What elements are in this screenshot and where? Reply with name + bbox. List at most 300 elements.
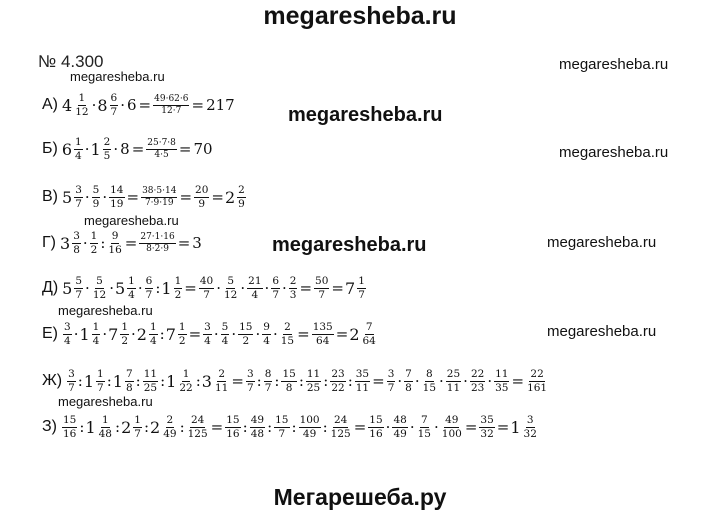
fraction [440,414,464,439]
numerator: 5 [96,275,103,288]
fraction-stack [262,321,271,346]
math-token: · [231,325,237,343]
fraction-stack [330,368,345,393]
numerator: 22 [530,368,544,381]
mixed-number [150,414,179,439]
fraction-stack [281,368,296,393]
fraction-stack [92,275,107,300]
denominator: 9 [92,197,100,210]
mixed-number [137,321,159,346]
fraction-stack [221,321,230,346]
numerator: 20 [195,184,209,197]
fraction-stack [523,414,538,439]
whole-part: 1 [79,324,90,344]
math-token: : [79,418,85,436]
denominator: 2 [174,288,182,301]
whole-part: 5 [114,278,126,298]
math-token: · [255,325,261,343]
fraction-stack [107,230,122,255]
numerator: 11 [495,368,509,381]
denominator: 7·9·19 [144,197,174,208]
watermark: megaresheba.ru [559,144,669,161]
denominator: 125 [187,427,208,440]
fraction [89,230,100,255]
equation-row-d [42,271,367,305]
math-token: = [178,140,192,158]
numerator: 48 [393,414,407,427]
numerator: 2 [166,414,174,427]
watermark: megaresheba.ru [58,303,153,318]
denominator: 16 [226,427,240,440]
math-token: : [155,279,161,297]
numerator: 1 [92,321,100,334]
mixed-number [62,92,91,117]
numerator: 35 [355,368,370,381]
numerator: 38·5·14 [142,186,177,197]
fraction [249,414,266,439]
fraction-stack [92,321,101,346]
math-token: : [274,372,280,390]
fraction [106,230,123,255]
row-label: Б) [42,140,58,157]
denominator: 22 [331,381,345,394]
numerator: 3 [73,230,80,243]
fraction-stack [146,138,177,160]
denominator: 8 [125,381,133,394]
fraction-stack [274,414,289,439]
whole-part: 1 [510,417,521,437]
math-token: : [298,372,304,390]
math-token: = [331,279,344,297]
watermark: megaresheba.ru [288,104,443,126]
mixed-number [60,230,82,255]
numerator: 49 [250,414,265,427]
math-token: · [216,279,221,297]
fraction [391,414,408,439]
math-token: = [335,325,349,343]
math-token: · [85,279,90,297]
numerator: 1 [128,275,135,288]
fraction [245,368,256,393]
mixed-number [166,368,195,393]
fraction [273,414,290,439]
fraction-stack [387,368,396,393]
math-token: : [179,418,185,436]
fraction [140,186,178,208]
denominator: 11 [214,381,229,394]
math-token: = [464,418,478,436]
numerator: 1 [149,321,157,334]
fraction-stack [110,92,119,117]
fraction-stack [250,414,265,439]
math-token: = [496,418,510,436]
denominator: 49 [163,427,177,440]
math-token: · [439,372,444,390]
denominator: 15 [422,381,437,394]
fraction [62,321,73,346]
whole-part: 7 [165,324,176,344]
numerator: 11 [143,368,158,381]
numerator: 6 [145,275,153,288]
denominator: 4 [64,334,71,347]
watermark: megaresheba.ru [547,323,657,340]
numerator: 5 [227,275,235,288]
fraction-stack [238,321,253,346]
denominator: 7 [264,381,272,394]
whole-part: 1 [90,139,101,159]
fraction [193,184,210,209]
denominator: 100 [441,427,462,440]
numerator: 22 [470,368,485,381]
numerator: 35 [480,414,494,427]
fraction-stack [199,275,214,300]
numerator: 2 [238,184,245,197]
denominator: 7 [358,288,365,301]
math-token: : [195,372,201,390]
mixed-number [166,321,188,346]
denominator: 32 [523,427,537,440]
numerator: 6 [110,92,118,105]
math-token: : [115,418,121,436]
fraction [354,368,371,393]
equation-row-g [42,226,203,260]
fraction-stack [247,275,262,300]
math-token: · [102,188,108,206]
fraction [66,368,77,393]
math-token: : [267,418,273,436]
fraction-stack [225,414,240,439]
numerator: 1 [90,230,98,243]
numerator: 1 [178,321,186,334]
fraction-stack [139,232,175,254]
math-token: : [323,372,329,390]
numerator: 1 [134,414,141,427]
numerator: 6 [272,275,279,288]
numerator: 40 [199,275,214,288]
numerator: 100 [299,414,320,427]
fraction-stack [392,414,407,439]
math-token: · [213,325,219,343]
denominator: 4 [221,334,229,347]
fraction [329,368,346,393]
denominator: 2 [121,334,128,347]
denominator: 4·5 [154,149,169,160]
math-token: = [177,234,191,252]
fraction-stack [306,368,321,393]
watermark: megaresheba.ru [84,213,179,228]
denominator: 125 [330,427,351,440]
math-token: = [210,418,224,436]
numerator: 7 [125,368,133,381]
denominator: 64 [316,334,330,347]
numerator: 1 [97,368,104,381]
denominator: 7 [97,381,104,394]
numerator: 2 [289,275,297,288]
math-token: : [242,418,248,436]
numerator: 3 [526,414,534,427]
whole-part: 3 [201,371,212,391]
numerator: 3 [68,368,75,381]
problem-number: № 4.300 [38,52,104,71]
fraction [186,414,210,439]
whole-part: 1 [161,278,172,298]
denominator: 32 [480,427,494,440]
fraction-stack [470,368,485,393]
fraction [421,368,438,393]
numerator: 9 [111,230,119,243]
numerator: 2 [218,368,226,381]
fraction-stack [526,368,548,393]
numerator: 3 [387,368,395,381]
fraction-stack [404,368,413,393]
fraction-stack [149,321,158,346]
fraction [311,321,335,346]
math-token: : [135,372,141,390]
mixed-number [161,275,183,300]
denominator: 12·7 [161,105,182,116]
numerator: 9 [263,321,270,334]
mixed-number [85,414,114,439]
math-token: · [264,279,270,297]
denominator: 8 [285,381,293,394]
denominator: 12 [75,105,89,118]
denominator: 7 [145,288,153,301]
denominator: 5 [103,149,111,162]
math-token: · [433,418,439,436]
math-token: = [131,140,145,158]
mixed-number [349,321,378,346]
fraction [246,275,263,300]
math-token: · [409,418,415,436]
math-token: · [91,96,97,114]
equation-row-a [42,88,236,122]
whole-part: 2 [349,324,360,344]
denominator: 48 [98,427,112,440]
numerator: 15 [282,368,296,381]
numerator: 5 [92,184,100,197]
fraction [313,275,330,300]
fraction [224,414,241,439]
fraction [145,138,178,160]
whole-part: 1 [83,371,95,391]
numerator: 1 [78,92,86,105]
row-label: З) [42,418,57,435]
numerator: 7 [365,321,373,334]
numerator: 25·7·8 [147,138,176,149]
fraction-stack [174,275,183,300]
denominator: 7 [203,288,210,301]
watermark: megaresheba.ru [272,234,427,256]
math-token: · [240,279,246,297]
fraction-stack [299,414,321,439]
numerator: 5 [221,321,229,334]
fraction [478,414,495,439]
fraction [270,275,281,300]
denominator: 9 [198,197,206,210]
math-token: : [160,372,166,390]
fraction-stack [187,414,209,439]
math-token: = [179,188,193,206]
fraction-stack [479,414,494,439]
math-token: = [191,96,205,114]
numerator: 135 [312,321,333,334]
denominator: 161 [527,381,548,394]
denominator: 16 [63,427,77,440]
fraction-stack [145,275,154,300]
fraction-stack [330,414,352,439]
whole-part: 4 [62,95,73,115]
fraction-stack [203,321,212,346]
fraction-stack [446,368,461,393]
denominator: 19 [110,197,124,210]
fraction-stack [141,186,177,208]
numerator: 50 [315,275,329,288]
whole-part: 6 [61,139,73,159]
fraction [298,414,322,439]
math-token: 217 [206,96,235,114]
equation-row-b [42,132,214,166]
denominator: 11 [446,381,461,394]
fraction [288,275,299,300]
math-token: 6 [127,96,137,114]
math-token: · [102,325,108,343]
mixed-number [202,368,231,393]
numerator: 1 [101,414,109,427]
denominator: 2 [242,334,250,347]
fraction-stack [127,275,136,300]
fraction-stack [143,368,158,393]
fraction-stack [441,414,463,439]
numerator: 15 [369,414,383,427]
fraction-stack [312,321,334,346]
fraction-stack [63,321,72,346]
numerator: 49·62·6 [154,94,189,105]
numerator: 21 [248,275,262,288]
denominator: 7 [68,381,75,394]
fraction-stack [280,321,295,346]
math-token: · [487,372,493,390]
denominator: 25 [143,381,158,394]
denominator: 2 [90,243,98,256]
mixed-number [113,368,135,393]
fraction [91,184,102,209]
math-token: · [414,372,420,390]
fraction-stack [133,414,142,439]
mixed-number [225,184,247,209]
fraction [220,321,231,346]
denominator: 15 [417,427,431,440]
denominator: 3 [289,288,297,301]
math-token: · [385,418,391,436]
fraction [142,368,159,393]
math-token: : [159,325,165,343]
whole-part: 7 [108,324,119,344]
denominator: 8·2·9 [146,243,169,254]
math-token: : [143,418,149,436]
fraction-stack [109,184,124,209]
fraction-stack [153,94,189,116]
math-token: · [109,279,114,297]
mixed-number [121,414,143,439]
fraction-stack [246,368,255,393]
numerator: 7 [405,368,412,381]
fraction-stack [178,321,187,346]
numerator: 3 [64,321,71,334]
math-token: : [100,234,106,252]
whole-part: 2 [121,417,132,437]
fraction-stack [98,414,113,439]
row-label: Г) [42,234,56,251]
numerator: 3 [204,321,211,334]
watermark: megaresheba.ru [70,69,165,84]
math-token: = [138,96,152,114]
fraction-stack [223,275,238,300]
numerator: 23 [331,368,345,381]
fraction-stack [74,92,89,117]
site-footer: Мегарешеба.ру [273,484,447,510]
mixed-number [345,275,367,300]
fraction-stack [289,275,298,300]
numerator: 1 [182,368,190,381]
numerator: 24 [190,414,205,427]
math-token: 3 [192,234,202,252]
mixed-number [79,321,101,346]
fraction-stack [72,230,81,255]
fraction-stack [162,414,177,439]
fraction-stack [90,230,99,255]
fraction [61,414,78,439]
numerator: 3 [246,368,254,381]
fraction-stack [62,414,77,439]
denominator: 35 [495,381,509,394]
math-token: = [372,372,385,390]
denominator: 4 [128,288,135,301]
numerator: 3 [75,184,82,197]
math-token: · [137,279,143,297]
denominator: 12 [224,288,238,301]
fraction-stack [357,275,366,300]
fraction [525,368,549,393]
mixed-number [62,184,84,209]
fraction-stack [74,136,83,161]
denominator: 16 [369,427,383,440]
denominator: 11 [355,381,370,394]
fraction-stack [494,368,509,393]
mixed-number [510,414,539,439]
numerator: 8 [264,368,272,381]
numerator: 2 [103,136,111,149]
denominator: 4 [149,334,157,347]
whole-part: 8 [97,95,108,115]
fraction-stack [103,136,112,161]
fraction [416,414,433,439]
math-token: · [73,325,79,343]
equation-row-z [42,410,539,444]
math-token: · [272,325,278,343]
denominator: 64 [362,334,376,347]
whole-part: 1 [166,371,177,391]
fraction-stack [271,275,280,300]
fraction-stack [417,414,432,439]
mixed-number [62,136,84,161]
math-token: = [231,372,244,390]
whole-part: 3 [60,233,71,253]
denominator: 25 [306,381,321,394]
denominator: 7 [318,288,326,301]
math-token: = [188,325,202,343]
fraction-stack [314,275,329,300]
fraction [469,368,486,393]
